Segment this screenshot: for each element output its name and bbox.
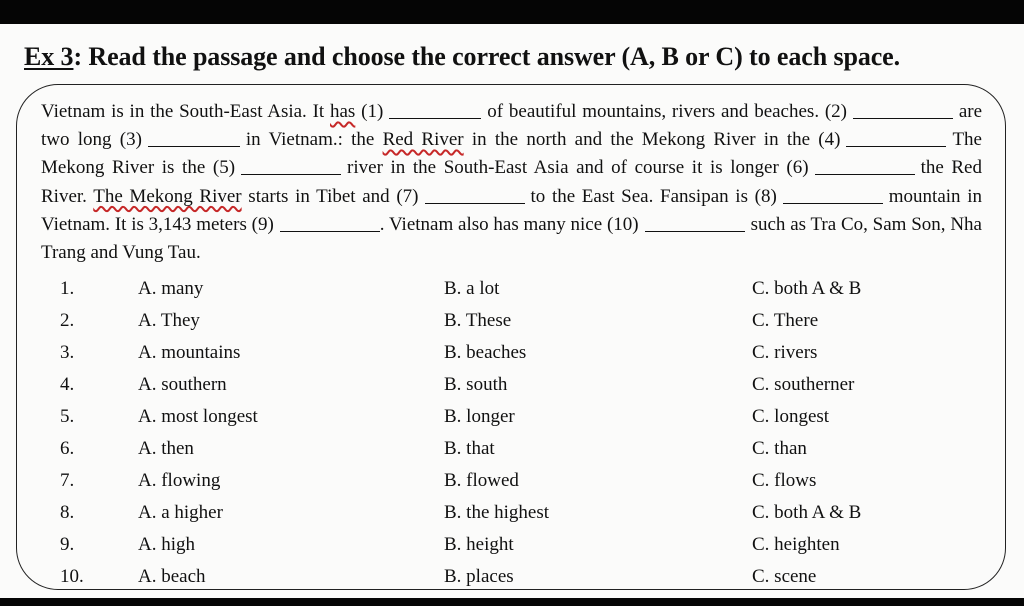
exercise-instruction: : Read the passage and choose the correct answer (A, B or C) to each space. bbox=[73, 42, 901, 71]
blank-5 bbox=[241, 155, 341, 175]
option-c[interactable]: C. scene bbox=[752, 566, 817, 587]
exercise-title bbox=[24, 42, 900, 72]
option-b[interactable]: B. beaches bbox=[444, 342, 527, 363]
passage-text: The Mekong River is the (5) bbox=[41, 129, 982, 179]
passage-text: Vietnam is in the South-East Asia. It bbox=[41, 101, 330, 122]
blank-9 bbox=[280, 212, 380, 232]
option-a[interactable]: A. then bbox=[138, 438, 194, 459]
blank-1 bbox=[389, 99, 481, 119]
option-c[interactable]: C. longest bbox=[752, 406, 830, 427]
passage-text: of beautiful mountains, rivers and beaches. (2) bbox=[487, 101, 848, 122]
blank-3 bbox=[148, 127, 240, 147]
question-row bbox=[0, 310, 1024, 342]
question-row bbox=[0, 342, 1024, 374]
top-black-bar bbox=[0, 0, 1024, 24]
passage-text: to the East Sea. Fansipan is (8) bbox=[530, 185, 777, 207]
question-number: 5. bbox=[60, 406, 75, 427]
passage-text: (1) bbox=[355, 101, 384, 122]
passage-text: mountain in Vietnam. It is 3,143 meters (9) bbox=[41, 185, 982, 235]
option-a[interactable]: A. a higher bbox=[138, 502, 223, 523]
option-a[interactable]: A. southern bbox=[138, 374, 227, 395]
question-number: 8. bbox=[60, 502, 75, 523]
option-a[interactable]: A. mountains bbox=[138, 342, 241, 363]
question-row bbox=[0, 566, 1024, 598]
option-b[interactable]: B. that bbox=[444, 438, 495, 459]
option-b[interactable]: B. These bbox=[444, 310, 512, 331]
question-row bbox=[0, 534, 1024, 566]
passage-text: river in the South-East Asia and of course it is longer (6) bbox=[347, 157, 809, 179]
spellcheck-underline-red-river: Red River bbox=[382, 129, 464, 151]
option-a[interactable]: A. flowing bbox=[138, 470, 221, 491]
question-number: 6. bbox=[60, 438, 75, 459]
option-b[interactable]: B. south bbox=[444, 374, 508, 395]
option-a[interactable]: A. beach bbox=[138, 566, 206, 587]
option-c[interactable]: C. both A & B bbox=[752, 502, 862, 523]
question-row bbox=[0, 374, 1024, 406]
passage-text: . Vietnam also has many nice (10) bbox=[379, 213, 639, 235]
question-row bbox=[0, 406, 1024, 438]
question-row bbox=[0, 470, 1024, 502]
option-c[interactable]: C. than bbox=[752, 438, 807, 459]
reading-passage bbox=[41, 98, 982, 267]
blank-2 bbox=[853, 99, 953, 119]
option-b[interactable]: B. a lot bbox=[444, 278, 500, 299]
option-c[interactable]: C. There bbox=[752, 310, 819, 331]
option-a[interactable]: A. many bbox=[138, 278, 204, 299]
option-c[interactable]: C. rivers bbox=[752, 342, 818, 363]
option-b[interactable]: B. flowed bbox=[444, 470, 519, 491]
passage-text: starts in Tibet and (7) bbox=[241, 185, 419, 207]
question-row bbox=[0, 502, 1024, 534]
option-c[interactable]: C. southerner bbox=[752, 374, 855, 395]
question-number: 4. bbox=[60, 374, 75, 395]
question-row bbox=[0, 278, 1024, 310]
blank-6 bbox=[815, 155, 915, 175]
passage-text: such as Tra Co, Sam Son, Nha Trang and Vung Tau. bbox=[41, 213, 982, 264]
spellcheck-underline-mekong-river: The Mekong River bbox=[93, 185, 242, 207]
passage-text: the Red River. bbox=[41, 157, 982, 207]
passage-text: are two long (3) bbox=[41, 101, 983, 151]
option-a[interactable]: A. They bbox=[138, 310, 200, 331]
option-a[interactable]: A. most longest bbox=[138, 406, 258, 427]
option-c[interactable]: C. heighten bbox=[752, 534, 840, 555]
question-number: 2. bbox=[60, 310, 75, 331]
question-number: 9. bbox=[60, 534, 75, 555]
blank-8 bbox=[783, 184, 883, 204]
question-number: 10. bbox=[60, 566, 84, 587]
option-b[interactable]: B. places bbox=[444, 566, 514, 587]
blank-7 bbox=[425, 184, 525, 204]
option-b[interactable]: B. longer bbox=[444, 406, 515, 427]
option-b[interactable]: B. height bbox=[444, 534, 514, 555]
option-c[interactable]: C. flows bbox=[752, 470, 817, 491]
passage-text: in the north and the Mekong River in the (4) bbox=[463, 129, 841, 151]
question-row bbox=[0, 438, 1024, 470]
option-b[interactable]: B. the highest bbox=[444, 502, 550, 523]
question-number: 7. bbox=[60, 470, 75, 491]
blank-10 bbox=[645, 212, 745, 232]
question-number: 1. bbox=[60, 278, 75, 299]
bottom-black-bar bbox=[0, 598, 1024, 606]
blank-4 bbox=[846, 127, 946, 147]
question-number: 3. bbox=[60, 342, 75, 363]
exercise-number: Ex 3 bbox=[24, 42, 74, 71]
passage-text: in Vietnam.: the bbox=[245, 129, 383, 151]
spellcheck-underline-has: has bbox=[330, 101, 356, 122]
option-a[interactable]: A. high bbox=[138, 534, 195, 555]
option-c[interactable]: C. both A & B bbox=[752, 278, 862, 299]
